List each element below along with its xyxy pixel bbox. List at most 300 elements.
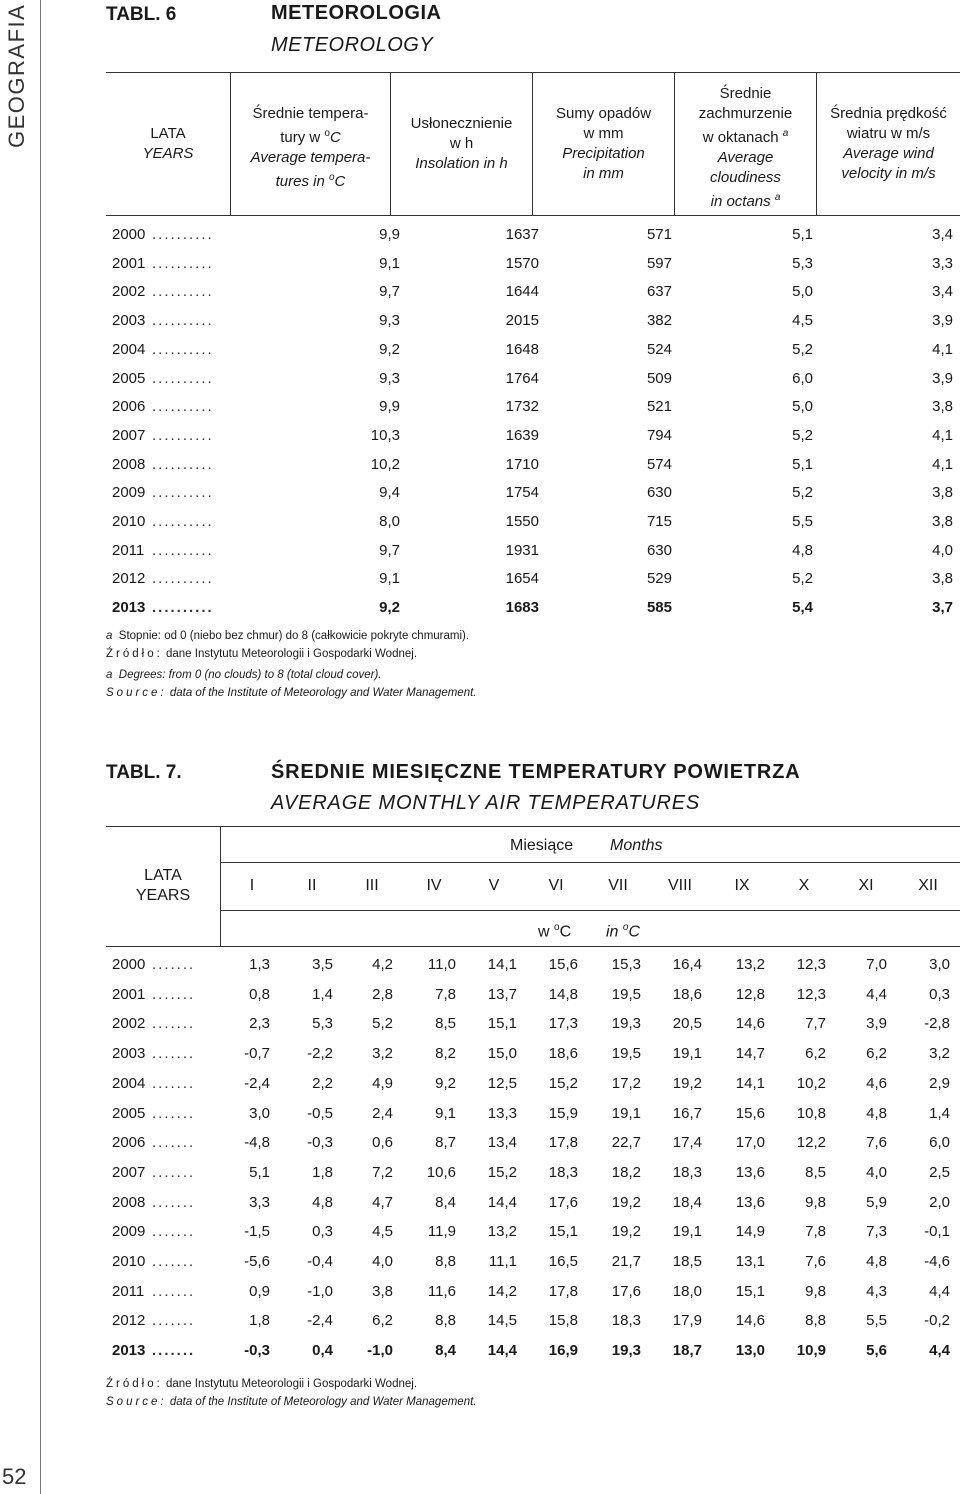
temperature-cell: 14,1	[735, 1074, 765, 1092]
temperature-cell: 14,1	[487, 956, 517, 973]
table6-source-en: Source: data of the Institute of Meteorology and Water Management.	[106, 687, 477, 699]
temp-cell: 9,2	[379, 599, 400, 617]
temp-cell: 9,3	[379, 312, 400, 330]
table7-row	[108, 1164, 953, 1192]
temperature-cell: 18,4	[672, 1193, 702, 1211]
temp-cell: 9,3	[379, 369, 400, 387]
temperature-cell: 15,1	[735, 1282, 765, 1300]
table6-title-en: METEOROLOGY	[271, 34, 434, 56]
temperature-cell: 4,3	[866, 1282, 887, 1300]
temp-cell: 10,2	[370, 455, 400, 473]
temperature-cell: 11,9	[427, 1223, 456, 1241]
cloud-cell: 5,3	[792, 254, 813, 272]
temp-cell: 8,0	[379, 513, 400, 530]
temp-cell: 9,4	[379, 484, 400, 502]
temperature-cell: -0,2	[924, 1312, 950, 1330]
table7-col-divider	[220, 826, 221, 946]
month-header: IX	[734, 877, 750, 894]
temperature-cell: 1,3	[249, 956, 270, 973]
table7-row	[108, 1105, 953, 1133]
wind-cell: 3,4	[932, 226, 953, 243]
table6-note-a-en: a Degrees: from 0 (no clouds) to 8 (total cloud cover).	[106, 669, 382, 681]
table7-unit-en: in $^o$C	[606, 922, 641, 941]
temperature-cell: 4,8	[866, 1104, 887, 1122]
temperature-cell: 18,6	[672, 985, 702, 1003]
temperature-cell: -0,3	[307, 1134, 333, 1152]
leader-dots: ..........	[152, 340, 214, 358]
temperature-cell: 0,9	[249, 1282, 270, 1300]
table6-header-precipitation: Sumy opadów w mm Precipitation in mm	[555, 105, 652, 182]
temperature-cell: 2,5	[929, 1163, 950, 1181]
temperature-cell: 5,1	[249, 1163, 270, 1181]
temperature-cell: 3,0	[249, 1104, 270, 1122]
sun-cell: 1683	[505, 599, 539, 617]
table6-header-insolation: Usłonecznienie w h Insolation in h	[410, 115, 513, 172]
temperature-cell: 14,9	[735, 1223, 765, 1241]
temperature-cell: 10,6	[426, 1163, 456, 1181]
year-cell: 2003	[112, 312, 146, 330]
table7-row	[108, 1342, 953, 1370]
temperature-cell: -0,7	[244, 1045, 270, 1063]
sun-cell: 2015	[505, 312, 539, 330]
sun-cell: 1644	[505, 283, 539, 301]
temperature-cell: -2,4	[244, 1074, 270, 1092]
temperature-cell: 9,8	[805, 1193, 826, 1211]
sun-cell: 1732	[505, 398, 539, 416]
temperature-cell: 18,5	[672, 1253, 702, 1270]
table7-row	[108, 1194, 953, 1222]
table7-source-pl: Źródło: dane Instytutu Meteorologii i Gospodarki Wodnej.	[106, 1378, 418, 1390]
temperature-cell: 7,6	[866, 1134, 887, 1152]
temperature-cell: 8,5	[435, 1015, 456, 1033]
leader-dots: .......	[152, 1193, 196, 1211]
prec-cell: 571	[646, 226, 672, 243]
cloud-cell: 5,5	[792, 513, 813, 530]
temperature-cell: 3,2	[372, 1045, 393, 1063]
month-header: III	[365, 877, 379, 894]
temp-cell: 9,7	[379, 283, 400, 301]
leader-dots: .......	[152, 1134, 196, 1152]
temperature-cell: 5,3	[312, 1015, 333, 1033]
year-cell: 2009	[112, 484, 146, 502]
prec-cell: 524	[646, 340, 672, 358]
month-header: XI	[858, 877, 874, 894]
temperature-cell: 11,6	[427, 1282, 456, 1300]
temperature-cell: 4,7	[372, 1193, 393, 1211]
temperature-cell: -5,6	[244, 1253, 270, 1270]
temperature-cell: 10,9	[796, 1342, 826, 1360]
prec-cell: 585	[646, 599, 672, 617]
cloud-cell: 5,0	[792, 283, 813, 301]
table6-row	[108, 370, 953, 398]
temperature-cell: 4,4	[929, 1342, 950, 1360]
year-cell: 2009	[112, 1223, 146, 1241]
temperature-cell: 15,3	[611, 956, 641, 973]
table7-row	[108, 1253, 953, 1281]
temperature-cell: 15,8	[548, 1312, 578, 1330]
leader-dots: .......	[152, 1015, 196, 1033]
prec-cell: 794	[646, 426, 672, 444]
temperature-cell: 13,6	[735, 1163, 765, 1181]
temperature-cell: 7,8	[805, 1223, 826, 1241]
year-cell: 2000	[112, 226, 146, 243]
leader-dots: ..........	[152, 254, 214, 272]
table6-row	[108, 427, 953, 455]
temperature-cell: 4,4	[929, 1282, 950, 1300]
temperature-cell: 13,4	[487, 1134, 517, 1152]
year-cell: 2011	[112, 1282, 145, 1300]
table7-row	[108, 1015, 953, 1043]
temperature-cell: 18,3	[672, 1163, 702, 1181]
temperature-cell: 15,1	[548, 1223, 578, 1241]
leader-dots: ..........	[152, 484, 214, 502]
temperature-cell: 17,6	[548, 1193, 578, 1211]
table7-top-rule	[106, 826, 960, 827]
temperature-cell: 22,7	[611, 1134, 641, 1152]
section-label: GEOGRAFIA	[4, 4, 29, 149]
temperature-cell: -1,5	[244, 1223, 270, 1241]
month-header: II	[307, 877, 317, 894]
temperature-cell: 17,6	[611, 1282, 641, 1300]
temperature-cell: 20,5	[672, 1015, 702, 1033]
temperature-cell: 7,2	[372, 1163, 393, 1181]
table6-title: METEOROLOGIA	[271, 2, 442, 24]
temperature-cell: 4,6	[866, 1074, 887, 1092]
cloud-cell: 5,0	[792, 398, 813, 416]
temperature-cell: -1,0	[307, 1282, 333, 1300]
leader-dots: .......	[152, 1223, 196, 1241]
table6-row	[108, 226, 953, 254]
temperature-cell: -1,0	[367, 1342, 393, 1360]
temperature-cell: 18,6	[548, 1045, 578, 1063]
table7-header-months-en: Months	[610, 837, 663, 854]
table6-row	[108, 570, 953, 598]
cloud-cell: 5,4	[792, 599, 813, 617]
leader-dots: .......	[152, 1163, 196, 1181]
cloud-cell: 5,2	[792, 484, 813, 502]
wind-cell: 3,9	[932, 369, 953, 387]
table6-row	[108, 456, 953, 484]
temp-cell: 9,7	[379, 541, 400, 559]
temperature-cell: 14,4	[487, 1342, 517, 1360]
temperature-cell: 8,8	[435, 1253, 456, 1270]
wind-cell: 3,8	[932, 570, 953, 588]
temperature-cell: 8,4	[435, 1193, 456, 1211]
temperature-cell: 4,0	[866, 1163, 887, 1181]
temperature-cell: 13,7	[487, 985, 517, 1003]
temperature-cell: 21,7	[611, 1253, 641, 1270]
sun-cell: 1654	[505, 570, 539, 588]
year-cell: 2013	[112, 1342, 146, 1360]
year-cell: 2006	[112, 1134, 146, 1152]
prec-cell: 382	[646, 312, 672, 330]
temperature-cell: 15,9	[548, 1104, 578, 1122]
temp-cell: 9,1	[379, 570, 400, 588]
temperature-cell: 19,1	[611, 1104, 641, 1122]
leader-dots: .......	[152, 1104, 196, 1122]
month-header: XII	[918, 877, 938, 894]
cloud-cell: 5,2	[792, 340, 813, 358]
temperature-cell: 5,9	[866, 1193, 887, 1211]
leader-dots: ..........	[152, 541, 214, 559]
temperature-cell: 19,3	[611, 1342, 641, 1360]
sun-cell: 1754	[505, 484, 539, 502]
temperature-cell: 17,8	[548, 1134, 578, 1152]
wind-cell: 4,1	[932, 340, 953, 358]
temperature-cell: 14,5	[487, 1312, 517, 1330]
temperature-cell: 14,6	[735, 1015, 765, 1033]
table6-source-pl: Źródło: dane Instytutu Meteorologii i Gospodarki Wodnej.	[106, 648, 418, 660]
table6-row	[108, 398, 953, 426]
temperature-cell: 3,2	[929, 1045, 950, 1063]
year-cell: 2010	[112, 1253, 146, 1270]
leader-dots: .......	[152, 985, 196, 1003]
temperature-cell: 6,0	[929, 1134, 950, 1152]
cloud-cell: 4,8	[792, 541, 813, 559]
prec-cell: 521	[646, 398, 672, 416]
temperature-cell: 8,7	[435, 1134, 456, 1152]
month-header: I	[249, 877, 255, 894]
year-cell: 2002	[112, 1015, 146, 1033]
year-cell: 2010	[112, 513, 146, 530]
leader-dots: .......	[152, 1312, 196, 1330]
year-cell: 2005	[112, 1104, 146, 1122]
temperature-cell: 19,1	[672, 1223, 702, 1241]
temperature-cell: 6,2	[805, 1045, 826, 1063]
table6-note-a-pl: a Stopnie: od 0 (niebo bez chmur) do 8 (całkowicie pokryte chmurami).	[106, 630, 470, 642]
side-bar	[0, 0, 41, 1494]
wind-cell: 4,1	[932, 426, 953, 444]
temperature-cell: 17,8	[548, 1282, 578, 1300]
table7-code: TABL. 7.	[106, 762, 182, 783]
temperature-cell: 3,8	[372, 1282, 393, 1300]
table7-row	[108, 956, 953, 984]
table7-header-rule	[106, 946, 960, 947]
temperature-cell: 19,1	[672, 1045, 702, 1063]
year-cell: 2008	[112, 1193, 146, 1211]
wind-cell: 4,1	[932, 455, 953, 473]
prec-cell: 509	[646, 369, 672, 387]
temperature-cell: 5,6	[866, 1342, 887, 1360]
sun-cell: 1764	[505, 369, 539, 387]
month-header: X	[798, 877, 810, 894]
temperature-cell: 6,2	[372, 1312, 393, 1330]
temperature-cell: 9,8	[805, 1282, 826, 1300]
wind-cell: 4,0	[932, 541, 953, 559]
leader-dots: ..........	[152, 513, 214, 530]
sun-cell: 1639	[505, 426, 539, 444]
cloud-cell: 4,5	[792, 312, 813, 330]
table6-row	[108, 283, 953, 311]
temperature-cell: 12,3	[796, 956, 826, 973]
temperature-cell: 8,4	[435, 1342, 456, 1360]
year-cell: 2012	[112, 570, 146, 588]
temperature-cell: 3,9	[866, 1015, 887, 1033]
year-cell: 2005	[112, 369, 146, 387]
cloud-cell: 5,2	[792, 570, 813, 588]
page-number: 52	[2, 1464, 27, 1489]
temperature-cell: 19,5	[611, 985, 641, 1003]
temperature-cell: 15,6	[735, 1104, 765, 1122]
table7-row	[108, 1134, 953, 1162]
temperature-cell: 7,0	[866, 956, 887, 973]
temperature-cell: -0,4	[307, 1253, 333, 1270]
prec-cell: 630	[646, 484, 672, 502]
leader-dots: ..........	[152, 426, 214, 444]
temperature-cell: 8,8	[805, 1312, 826, 1330]
temperature-cell: 0,6	[372, 1134, 393, 1152]
temperature-cell: 1,4	[929, 1104, 950, 1122]
leader-dots: .......	[152, 1045, 196, 1063]
temperature-cell: 18,3	[611, 1312, 641, 1330]
temperature-cell: 0,4	[312, 1342, 333, 1360]
leader-dots: .......	[152, 1074, 196, 1092]
temperature-cell: 4,5	[372, 1223, 393, 1241]
year-cell: 2007	[112, 426, 146, 444]
table7-source-en: Source: data of the Institute of Meteorology and Water Management.	[106, 1396, 477, 1408]
temperature-cell: 13,6	[735, 1193, 765, 1211]
temperature-cell: 2,3	[249, 1015, 270, 1033]
temperature-cell: 13,2	[487, 1223, 517, 1241]
temperature-cell: 12,3	[796, 985, 826, 1003]
temperature-cell: -2,2	[307, 1045, 333, 1063]
temperature-cell: -2,8	[924, 1015, 950, 1033]
leader-dots: ..........	[152, 369, 214, 387]
temperature-cell: 17,4	[672, 1134, 702, 1152]
leader-dots: .......	[152, 1253, 196, 1270]
month-header: VIII	[667, 877, 692, 894]
table7-row	[108, 1075, 953, 1103]
temperature-cell: 4,8	[312, 1193, 333, 1211]
temperature-cell: 13,1	[735, 1253, 765, 1270]
temperature-cell: 11,0	[427, 956, 456, 973]
leader-dots: .......	[152, 956, 196, 973]
year-cell: 2001	[112, 985, 146, 1003]
temperature-cell: 16,5	[548, 1253, 578, 1270]
table6-row	[108, 484, 953, 512]
month-header: VI	[548, 877, 564, 894]
temperature-cell: 14,2	[487, 1282, 517, 1300]
year-cell: 2000	[112, 956, 146, 973]
table7-row	[108, 1045, 953, 1073]
prec-cell: 529	[646, 570, 672, 588]
temperature-cell: 15,2	[548, 1074, 578, 1092]
month-header: VII	[608, 877, 628, 894]
temperature-cell: 15,6	[548, 956, 578, 973]
temperature-cell: 5,5	[866, 1312, 887, 1330]
table6-top-rule	[106, 72, 960, 73]
leader-dots: ..........	[152, 455, 214, 473]
table6-header-rule	[106, 215, 960, 216]
temperature-cell: 2,0	[929, 1193, 950, 1211]
temperature-cell: 19,3	[611, 1015, 641, 1033]
year-cell: 2004	[112, 340, 146, 358]
wind-cell: 3,8	[932, 484, 953, 502]
temperature-cell: 0,3	[312, 1223, 333, 1241]
table7-row	[108, 986, 953, 1014]
temperature-cell: 4,8	[866, 1253, 887, 1270]
temperature-cell: 19,2	[611, 1193, 641, 1211]
wind-cell: 3,9	[932, 312, 953, 330]
temperature-cell: 3,3	[249, 1193, 270, 1211]
temperature-cell: 1,8	[249, 1312, 270, 1330]
table6-header-cloudiness: Średnie zachmurzenie w oktanach $^a$ Average cloudiness in octans $^a$	[698, 85, 793, 210]
temperature-cell: 10,2	[796, 1074, 826, 1092]
temperature-cell: 8,8	[435, 1312, 456, 1330]
temperature-cell: 4,9	[372, 1074, 393, 1092]
temp-cell: 10,3	[370, 426, 400, 444]
temperature-cell: 0,3	[929, 985, 950, 1003]
sun-cell: 1637	[505, 226, 539, 243]
temperature-cell: 17,0	[735, 1134, 765, 1152]
table6-code: TABL. 6	[106, 4, 177, 25]
table7-header-months-pl: Miesiące	[510, 837, 574, 854]
temperature-cell: 12,5	[487, 1074, 517, 1092]
temperature-cell: 0,8	[249, 985, 270, 1003]
temperature-cell: 12,8	[735, 985, 765, 1003]
year-cell: 2002	[112, 283, 146, 301]
table6-row	[108, 542, 953, 570]
temperature-cell: -4,8	[244, 1134, 270, 1152]
table6-row	[108, 513, 953, 541]
temperature-cell: 13,3	[487, 1104, 517, 1122]
table6-row	[108, 341, 953, 369]
temperature-cell: -2,4	[307, 1312, 333, 1330]
wind-cell: 3,8	[932, 513, 953, 530]
month-header: IV	[426, 877, 442, 894]
temperature-cell: 4,2	[372, 956, 393, 973]
leader-dots: .......	[152, 1282, 196, 1300]
leader-dots: ..........	[152, 570, 214, 588]
temperature-cell: 17,2	[611, 1074, 641, 1092]
temp-cell: 9,9	[379, 226, 400, 243]
temperature-cell: 11,1	[488, 1253, 517, 1270]
temperature-cell: -4,6	[924, 1253, 950, 1270]
table6-header-temperature: Średnie tempera- tury w $^o$C Average tempera- tures in $^o$C	[250, 105, 371, 190]
temperature-cell: 4,0	[372, 1253, 393, 1270]
year-cell: 2006	[112, 398, 146, 416]
table7-row	[108, 1223, 953, 1251]
leader-dots: ..........	[152, 398, 214, 416]
temperature-cell: -0,3	[244, 1342, 270, 1360]
prec-cell: 597	[646, 254, 672, 272]
temperature-cell: 13,2	[735, 956, 765, 973]
temperature-cell: 5,2	[372, 1015, 393, 1033]
temperature-cell: 7,3	[866, 1223, 887, 1241]
month-header: V	[488, 877, 500, 894]
wind-cell: 3,7	[932, 599, 953, 617]
temperature-cell: 14,8	[548, 985, 578, 1003]
sun-cell: 1931	[505, 541, 539, 559]
temperature-cell: 14,6	[735, 1312, 765, 1330]
temperature-cell: 17,3	[548, 1015, 578, 1033]
year-cell: 2011	[112, 541, 145, 559]
table6-header-wind: Średnia prędkość wiatru w m/s Average wind velocity in m/s	[830, 105, 947, 182]
table6-header-years: LATA YEARS	[142, 125, 194, 162]
cloud-cell: 6,0	[792, 369, 813, 387]
temperature-cell: 4,4	[866, 985, 887, 1003]
sun-cell: 1648	[505, 340, 539, 358]
temperature-cell: 9,1	[435, 1104, 456, 1122]
temperature-cell: 6,2	[866, 1045, 887, 1063]
table6-row	[108, 599, 953, 627]
table7-row	[108, 1312, 953, 1340]
prec-cell: 630	[646, 541, 672, 559]
sun-cell: 1710	[505, 455, 539, 473]
temp-cell: 9,1	[379, 254, 400, 272]
leader-dots: .......	[152, 1342, 196, 1360]
temperature-cell: 13,0	[735, 1342, 765, 1360]
